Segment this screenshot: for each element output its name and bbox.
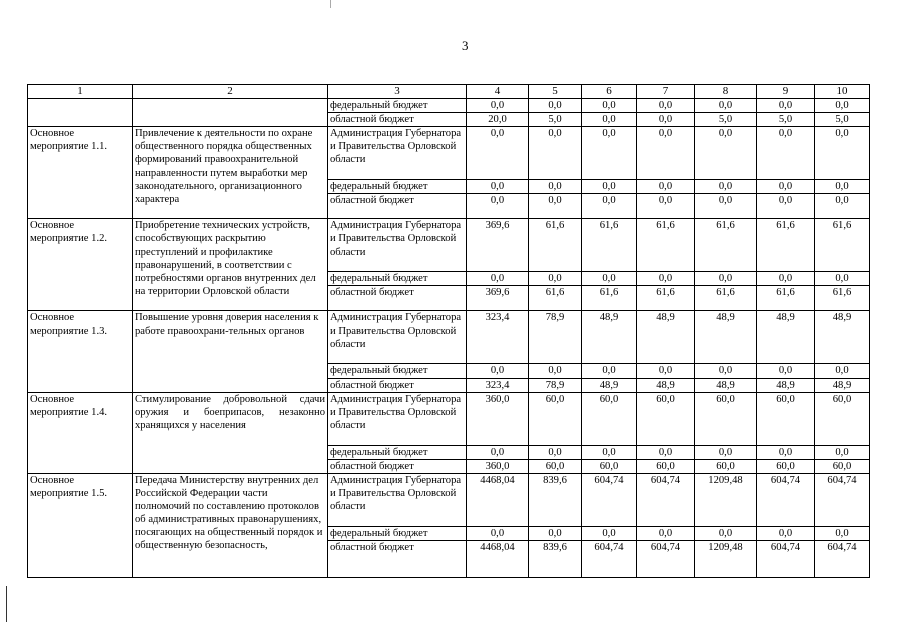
value-cell: 604,74 [757, 473, 815, 526]
value-cell: 0,0 [637, 364, 695, 378]
value-cell: 61,6 [529, 286, 582, 311]
value-cell: 0,0 [529, 526, 582, 540]
value-cell: 60,0 [529, 392, 582, 445]
value-cell: 61,6 [815, 219, 870, 272]
value-cell: 0,0 [582, 194, 637, 219]
value-cell: 48,9 [582, 378, 637, 392]
value-cell: 0,0 [582, 526, 637, 540]
value-cell: 61,6 [637, 219, 695, 272]
header-cell: 9 [757, 85, 815, 99]
value-cell: 0,0 [467, 526, 529, 540]
header-cell: 10 [815, 85, 870, 99]
value-cell: 0,0 [757, 194, 815, 219]
value-cell: 0,0 [695, 526, 757, 540]
value-cell: 0,0 [529, 99, 582, 113]
funding-source-cell: областной бюджет [328, 540, 467, 577]
value-cell: 0,0 [529, 272, 582, 286]
value-cell: 0,0 [637, 272, 695, 286]
measure-description-cell: Стимулирование добровольной сдачи оружия и боеприпасов, незаконно хранящихся у населения [133, 392, 328, 473]
value-cell: 604,74 [582, 540, 637, 577]
value-cell: 5,0 [695, 113, 757, 127]
value-cell: 0,0 [467, 194, 529, 219]
funding-source-cell: областной бюджет [328, 378, 467, 392]
value-cell: 0,0 [529, 364, 582, 378]
value-cell: 0,0 [757, 127, 815, 180]
funding-source-cell: федеральный бюджет [328, 180, 467, 194]
value-cell: 369,6 [467, 219, 529, 272]
value-cell: 4468,04 [467, 473, 529, 526]
measure-label-cell: Основное мероприятие 1.5. [28, 473, 133, 577]
value-cell: 60,0 [529, 459, 582, 473]
value-cell: 61,6 [757, 286, 815, 311]
table-row [28, 473, 870, 526]
value-cell: 60,0 [815, 459, 870, 473]
value-cell: 604,74 [815, 540, 870, 577]
value-cell: 60,0 [815, 392, 870, 445]
value-cell: 0,0 [695, 445, 757, 459]
value-cell: 61,6 [695, 219, 757, 272]
value-cell: 48,9 [637, 378, 695, 392]
value-cell: 323,4 [467, 311, 529, 364]
value-cell: 60,0 [757, 392, 815, 445]
value-cell: 60,0 [695, 459, 757, 473]
page-number: 3 [462, 38, 469, 53]
value-cell: 60,0 [637, 392, 695, 445]
header-cell: 2 [133, 85, 328, 99]
value-cell: 20,0 [467, 113, 529, 127]
table-row [28, 392, 870, 445]
header-cell: 6 [582, 85, 637, 99]
value-cell: 0,0 [582, 445, 637, 459]
value-cell: 0,0 [637, 113, 695, 127]
value-cell: 0,0 [529, 445, 582, 459]
header-cell: 5 [529, 85, 582, 99]
funding-source-cell: федеральный бюджет [328, 445, 467, 459]
measure-label-cell: Основное мероприятие 1.2. [28, 219, 133, 311]
value-cell: 604,74 [637, 540, 695, 577]
value-cell: 0,0 [815, 99, 870, 113]
value-cell: 0,0 [582, 272, 637, 286]
value-cell: 0,0 [582, 127, 637, 180]
value-cell: 5,0 [757, 113, 815, 127]
value-cell: 0,0 [815, 180, 870, 194]
value-cell: 0,0 [582, 113, 637, 127]
value-cell: 5,0 [529, 113, 582, 127]
funding-source-cell: областной бюджет [328, 286, 467, 311]
value-cell: 5,0 [815, 113, 870, 127]
measure-description-cell: Приобретение технических устройств, способствующих раскрытию преступлений и профилактике правонарушений, в соответствии с потребностями органов внутренних дел на территории Орловской области [133, 219, 328, 311]
value-cell: 61,6 [815, 286, 870, 311]
table-row [28, 311, 870, 364]
value-cell: 360,0 [467, 392, 529, 445]
funding-source-cell: Администрация Губернатора и Правительства Орловской области [328, 219, 467, 272]
value-cell: 48,9 [757, 311, 815, 364]
value-cell: 360,0 [467, 459, 529, 473]
value-cell: 0,0 [467, 180, 529, 194]
value-cell: 0,0 [582, 364, 637, 378]
value-cell: 0,0 [467, 445, 529, 459]
value-cell: 604,74 [637, 473, 695, 526]
value-cell: 48,9 [695, 311, 757, 364]
value-cell: 0,0 [757, 99, 815, 113]
value-cell: 0,0 [695, 272, 757, 286]
value-cell: 604,74 [815, 473, 870, 526]
measure-label-cell: Основное мероприятие 1.4. [28, 392, 133, 473]
header-cell: 1 [28, 85, 133, 99]
measure-label-cell [28, 99, 133, 127]
value-cell: 0,0 [582, 180, 637, 194]
funding-source-cell: областной бюджет [328, 113, 467, 127]
header-cell: 3 [328, 85, 467, 99]
funding-source-cell: областной бюджет [328, 459, 467, 473]
scan-margin-line [6, 586, 7, 622]
funding-source-cell: областной бюджет [328, 194, 467, 219]
value-cell: 0,0 [467, 99, 529, 113]
value-cell: 0,0 [815, 272, 870, 286]
value-cell: 0,0 [637, 127, 695, 180]
measure-description-cell: Передача Министерству внутренних дел Российской Федерации части полномочий по составлению протоколов об административных правонарушениях, посягающих на общественный порядок и общественную безопасность, [133, 473, 328, 577]
funding-source-cell: федеральный бюджет [328, 272, 467, 286]
measure-label-cell: Основное мероприятие 1.1. [28, 127, 133, 219]
value-cell: 48,9 [695, 378, 757, 392]
value-cell: 0,0 [529, 180, 582, 194]
value-cell: 60,0 [637, 459, 695, 473]
value-cell: 4468,04 [467, 540, 529, 577]
header-row [28, 85, 870, 99]
value-cell: 0,0 [637, 194, 695, 219]
value-cell: 1209,48 [695, 473, 757, 526]
value-cell: 0,0 [757, 272, 815, 286]
funding-source-cell: федеральный бюджет [328, 364, 467, 378]
header-cell: 7 [637, 85, 695, 99]
value-cell: 78,9 [529, 378, 582, 392]
value-cell: 48,9 [637, 311, 695, 364]
value-cell: 0,0 [815, 127, 870, 180]
funding-source-cell: федеральный бюджет [328, 99, 467, 113]
value-cell: 0,0 [695, 364, 757, 378]
value-cell: 60,0 [695, 392, 757, 445]
value-cell: 0,0 [757, 180, 815, 194]
value-cell: 60,0 [582, 392, 637, 445]
value-cell: 0,0 [529, 127, 582, 180]
value-cell: 839,6 [529, 540, 582, 577]
value-cell: 0,0 [582, 99, 637, 113]
header-cell: 8 [695, 85, 757, 99]
measure-description-cell: Повышение уровня доверия населения к работе правоохрани-тельных органов [133, 311, 328, 392]
value-cell: 61,6 [529, 219, 582, 272]
value-cell: 369,6 [467, 286, 529, 311]
measure-description-cell: Привлечение к деятельности по охране общественного порядка общественных формирований правоохранительной направленности путем выработки мер законодательного, организационного характера [133, 127, 328, 219]
value-cell: 839,6 [529, 473, 582, 526]
value-cell: 604,74 [757, 540, 815, 577]
value-cell: 604,74 [582, 473, 637, 526]
scan-mark [330, 0, 331, 8]
measure-description-cell [133, 99, 328, 127]
value-cell: 0,0 [467, 272, 529, 286]
funding-source-cell: федеральный бюджет [328, 526, 467, 540]
value-cell: 0,0 [695, 180, 757, 194]
value-cell: 0,0 [815, 445, 870, 459]
value-cell: 0,0 [695, 99, 757, 113]
header-cell: 4 [467, 85, 529, 99]
value-cell: 0,0 [637, 445, 695, 459]
value-cell: 0,0 [815, 526, 870, 540]
value-cell: 61,6 [582, 219, 637, 272]
value-cell: 0,0 [637, 526, 695, 540]
funding-source-cell: Администрация Губернатора и Правительства Орловской области [328, 127, 467, 180]
measure-label-cell: Основное мероприятие 1.3. [28, 311, 133, 392]
budget-table [27, 84, 870, 578]
table-row [28, 127, 870, 180]
value-cell: 323,4 [467, 378, 529, 392]
value-cell: 48,9 [815, 378, 870, 392]
value-cell: 60,0 [757, 459, 815, 473]
value-cell: 48,9 [815, 311, 870, 364]
value-cell: 0,0 [637, 99, 695, 113]
value-cell: 0,0 [757, 364, 815, 378]
funding-source-cell: Администрация Губернатора и Правительства Орловской области [328, 473, 467, 526]
table-row [28, 219, 870, 272]
table-row [28, 99, 870, 113]
value-cell: 0,0 [467, 127, 529, 180]
value-cell: 0,0 [467, 364, 529, 378]
value-cell: 61,6 [637, 286, 695, 311]
value-cell: 0,0 [757, 445, 815, 459]
funding-source-cell: Администрация Губернатора и Правительства Орловской области [328, 311, 467, 364]
value-cell: 48,9 [582, 311, 637, 364]
value-cell: 48,9 [757, 378, 815, 392]
value-cell: 60,0 [582, 459, 637, 473]
value-cell: 0,0 [529, 194, 582, 219]
value-cell: 0,0 [815, 194, 870, 219]
value-cell: 0,0 [637, 180, 695, 194]
value-cell: 0,0 [757, 526, 815, 540]
value-cell: 0,0 [695, 194, 757, 219]
value-cell: 78,9 [529, 311, 582, 364]
value-cell: 61,6 [695, 286, 757, 311]
value-cell: 0,0 [815, 364, 870, 378]
value-cell: 61,6 [757, 219, 815, 272]
value-cell: 61,6 [582, 286, 637, 311]
funding-source-cell: Администрация Губернатора и Правительства Орловской области [328, 392, 467, 445]
value-cell: 1209,48 [695, 540, 757, 577]
value-cell: 0,0 [695, 127, 757, 180]
